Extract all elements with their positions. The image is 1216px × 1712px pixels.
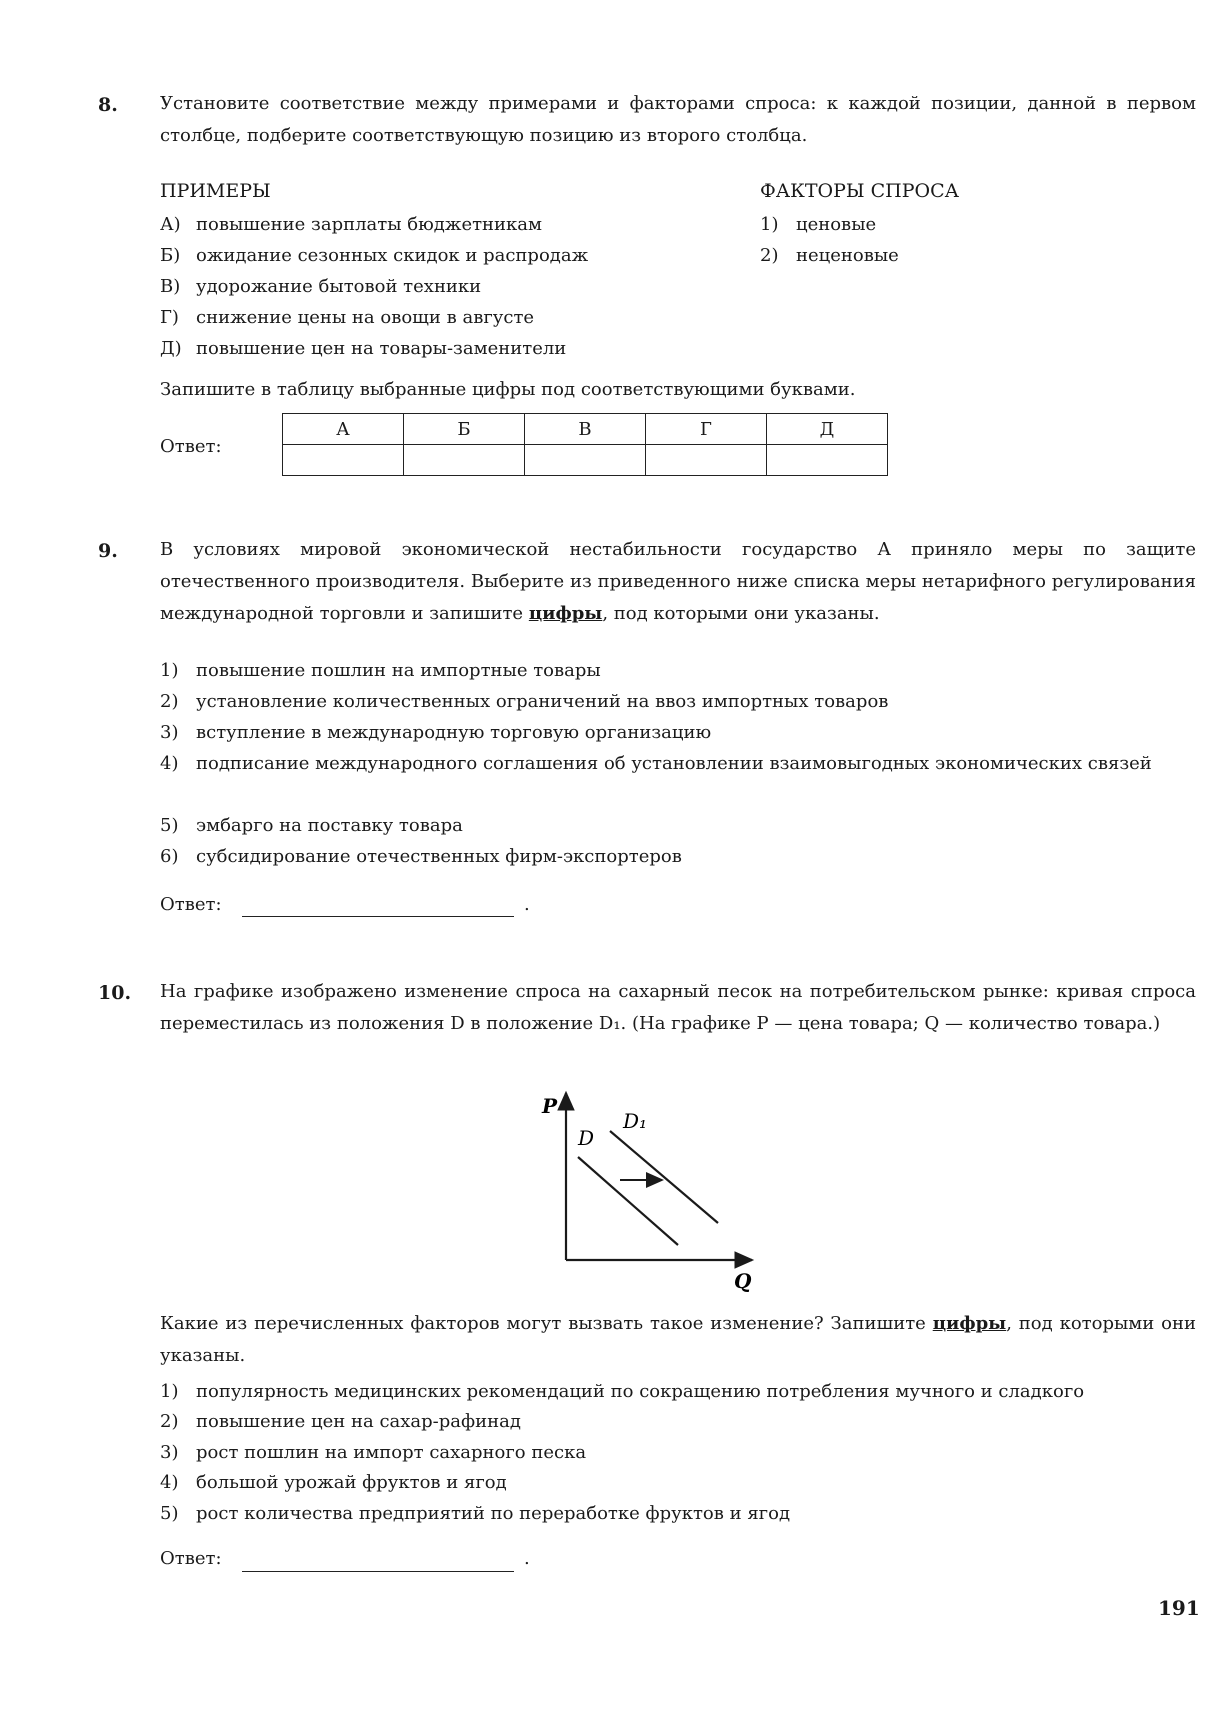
answer-table-header: Д	[767, 414, 888, 445]
emphasis-digits: цифры	[528, 603, 603, 624]
option-item: 5) эмбарго на поставку товара	[160, 815, 463, 836]
example-item: Б) ожидание сезонных скидок и распродаж	[160, 245, 589, 266]
example-item: Г) снижение цены на овощи в августе	[160, 307, 535, 328]
option-item: 4) подписание международного соглашения об установлении взаимовыгодных экономических связей	[160, 753, 1152, 774]
demand-curve-d	[578, 1157, 678, 1245]
answer-period: .	[524, 894, 530, 915]
example-item: А) повышение зарплаты бюджетникам	[160, 214, 543, 235]
answer-period: .	[524, 1548, 530, 1569]
answer-label: Ответ:	[160, 1548, 222, 1569]
answer-label: Ответ:	[160, 436, 222, 457]
y-axis-label: P	[542, 1094, 558, 1118]
emphasis-digits: цифры	[932, 1313, 1007, 1334]
option-item: 2) повышение цен на сахар-рафинад	[160, 1411, 521, 1432]
curve-label-d1: D₁	[623, 1109, 648, 1133]
option-item: 3) вступление в международную торговую организацию	[160, 722, 712, 743]
answer-table-header: Б	[404, 414, 525, 445]
table-instruction: Запишите в таблицу выбранные цифры под соответствующими буквами.	[160, 379, 856, 400]
examples-heading: ПРИМЕРЫ	[160, 180, 271, 202]
option-item: 6) субсидирование отечественных фирм-экспортеров	[160, 846, 682, 867]
answer-label: Ответ:	[160, 894, 222, 915]
answer-cell-a[interactable]	[283, 445, 404, 476]
answer-cell-b[interactable]	[404, 445, 525, 476]
question-9-number: 9.	[98, 540, 118, 562]
answer-input-line[interactable]	[242, 916, 514, 917]
factor-item: 2) неценовые	[760, 245, 899, 266]
answer-table-header: Г	[646, 414, 767, 445]
answer-table-header: В	[525, 414, 646, 445]
answer-table	[282, 413, 888, 476]
question-8-number: 8.	[98, 94, 118, 116]
question-8-text: Установите соответствие между примерами и факторами спроса: к каждой позиции, данной в первом столбце, подберите соответствующую позицию из второго столбца.	[160, 93, 1196, 146]
demand-curve-d1	[610, 1131, 718, 1223]
answer-cell-g[interactable]	[646, 445, 767, 476]
option-item: 1) популярность медицинских рекомендаций по сокращению потребления мучного и сладкого	[160, 1381, 1085, 1402]
answer-table-header: А	[283, 414, 404, 445]
page-number: 191	[1158, 1596, 1200, 1620]
factor-item: 1) ценовые	[760, 214, 877, 235]
option-item: 2) установление количественных ограничений на ввоз импортных товаров	[160, 691, 889, 712]
question-9-text: В условиях мировой экономической нестабильности государство А приняло меры по защите отечественного производителя. Выберите из приведенного ниже списка меры нетарифного регулирования международной торговли и запишите цифры, под которыми они указаны.	[160, 539, 1196, 624]
question-10-number: 10.	[98, 982, 132, 1004]
answer-cell-v[interactable]	[525, 445, 646, 476]
factors-heading: ФАКТОРЫ СПРОСА	[760, 180, 960, 202]
curve-label-d: D	[578, 1126, 595, 1150]
question-10-intro: На графике изображено изменение спроса на сахарный песок на потребительском рынке: кривая спроса переместилась из положения D в положение D₁. (На графике P — цена товара; Q — количество товара.)	[160, 981, 1196, 1034]
answer-input-line[interactable]	[242, 1571, 514, 1572]
option-item: 3) рост пошлин на импорт сахарного песка	[160, 1442, 587, 1463]
demand-shift-graph	[530, 1085, 770, 1295]
example-item: В) удорожание бытовой техники	[160, 276, 482, 297]
option-item: 5) рост количества предприятий по переработке фруктов и ягод	[160, 1503, 791, 1524]
example-item: Д) повышение цен на товары-заменители	[160, 338, 567, 359]
option-item: 1) повышение пошлин на импортные товары	[160, 660, 601, 681]
option-item: 4) большой урожай фруктов и ягод	[160, 1472, 507, 1493]
question-10-prompt: Какие из перечисленных факторов могут вызвать такое изменение? Запишите цифры, под которыми они указаны.	[160, 1313, 1196, 1366]
answer-cell-d[interactable]	[767, 445, 888, 476]
x-axis-label: Q	[734, 1269, 752, 1293]
